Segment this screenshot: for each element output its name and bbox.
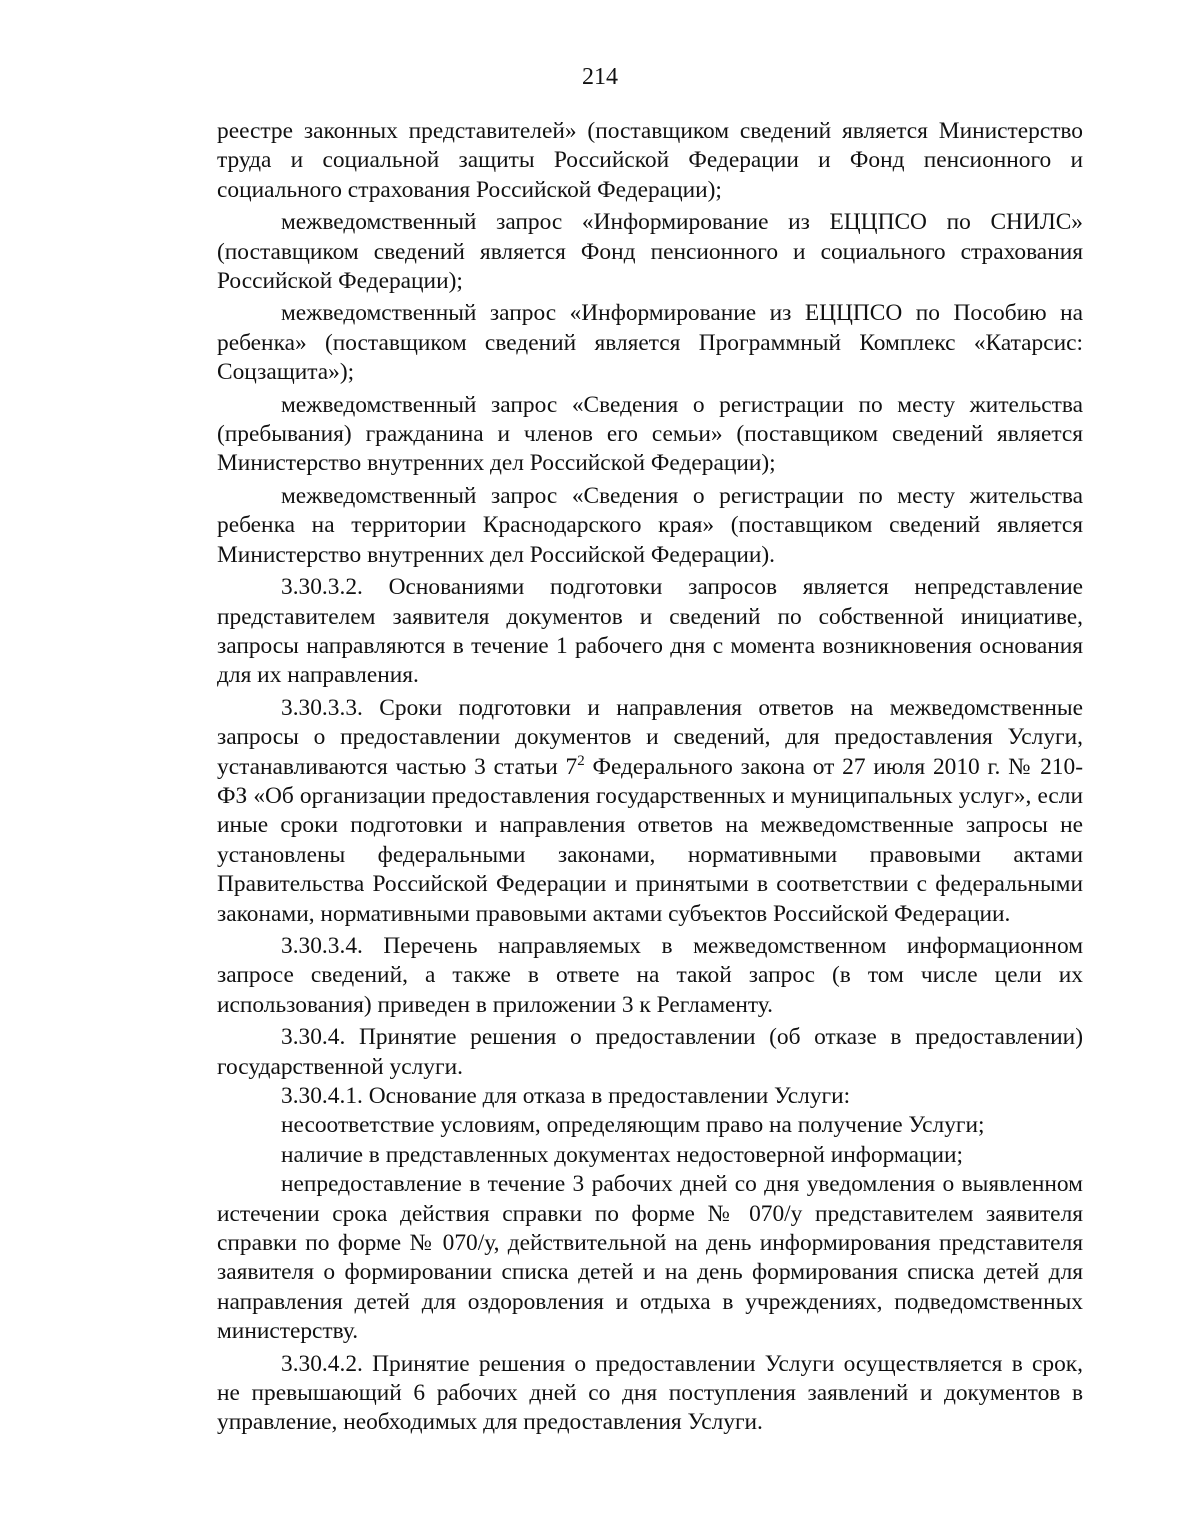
paragraph: межведомственный запрос «Сведения о регистрации по месту жительства ребенка на территории Краснодарского края» (поставщиком сведений является Министерство внутренних дел Российской Федерации). (217, 482, 1083, 568)
paragraph: 3.30.4.1. Основание для отказа в предоставлении Услуги: (281, 1083, 851, 1109)
paragraph: наличие в представленных документах недостоверной информации; (281, 1141, 964, 1168)
superscript: 2 (577, 752, 585, 769)
paragraph: 3.30.3.4. Перечень направляемых в межведомственном информационном запросе сведений, а также в ответе на такой запрос (в том числе цели их использования) приведен в приложении 3 к Регламенту. (217, 932, 1083, 1018)
paragraph: межведомственный запрос «Информирование из ЕЦЦПСО по Пособию на ребенка» (поставщиком сведений является Программный Комплекс «Катарсис: Соцзащита»); (217, 300, 1083, 386)
paragraph-text-after: Федерального закона от 27 июля 2010 г. № 210-ФЗ «Об организации предоставления государственных и муниципальных услуг», если иные сроки подготовки и направления ответов на межведомственные запросы не установлены федеральными законами, нормативными правовыми актами Правительства Российской Федерации и принятыми в соответствии с федеральными законами, нормативными правовыми актами субъектов Российской Федерации. (217, 753, 1083, 927)
paragraph: межведомственный запрос «Сведения о регистрации по месту жительства (пребывания) гражданина и членов его семьи» (поставщиком сведений является Министерство внутренних дел Российской Федерации); (217, 391, 1083, 477)
paragraph-with-superscript (217, 694, 1083, 929)
paragraph: 3.30.3.2. Основаниями подготовки запросов является непредставление представителем заявителя документов и сведений по собственной инициативе, запросы направляются в течение 1 рабочего дня с момента возникновения основания для их направления. (217, 574, 1083, 689)
page-number: 214 (582, 64, 618, 90)
paragraph: несоответствие условиям, определяющим право на получение Услуги; (281, 1112, 985, 1139)
paragraph: непредоставление в течение 3 рабочих дней со дня уведомления о выявленном истечении срока действия справки по форме № 070/у представителем заявителя справки по форме № 070/у, действительной на день информирования представителя заявителя о формировании списка детей и на день формирования списка детей для направления детей для оздоровления и отдыха в учреждениях, подведомственных министерству. (217, 1171, 1083, 1345)
paragraph: межведомственный запрос «Информирование из ЕЦЦПСО по СНИЛС» (поставщиком сведений является Фонд пенсионного и социального страхования Российской Федерации); (217, 209, 1083, 295)
paragraph: реестре законных представителей» (поставщиком сведений является Министерство труда и социальной защиты Российской Федерации и Фонд пенсионного и социального страхования Российской Федерации); (217, 118, 1083, 203)
paragraph: 3.30.4. Принятие решения о предоставлении (об отказе в предоставлении) государственной услуги. (217, 1024, 1083, 1080)
document-body (217, 117, 1083, 1438)
paragraph: 3.30.4.2. Принятие решения о предоставлении Услуги осуществляется в срок, не превышающий 6 рабочих дней со дня поступления заявлений и документов в управление, необходимых для предоставления Услуги. (217, 1350, 1083, 1436)
paragraph-text-before: 3.30.3.3. Сроки подготовки и направления ответов на межведомственные запросы о предоставлении документов и сведений, для предоставления Услуги, устанавливаются частью 3 статьи 7 (217, 694, 1083, 780)
